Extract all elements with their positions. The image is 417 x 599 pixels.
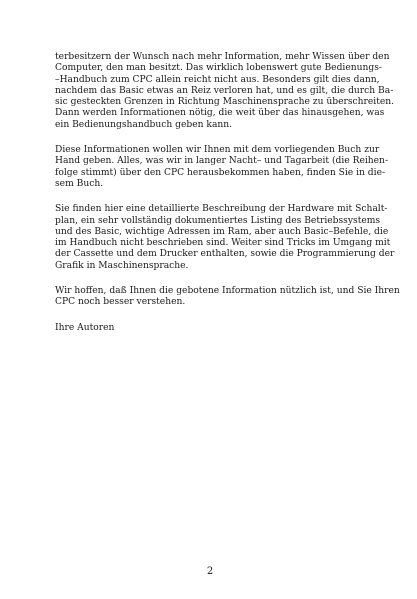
paragraph-contents [55, 204, 395, 272]
paragraph-purpose [55, 145, 389, 190]
text-line: Sie finden hier eine detaillierte Beschreibung der Hardware mit Schalt- [55, 204, 388, 215]
text-line: sem Buch. [55, 178, 104, 189]
text-line: Computer, den man besitzt. Das wirklich lobenswert gute Bedienungs- [55, 63, 382, 74]
text-line: der Cassette und dem Drucker enthalten, sowie die Programmierung der [55, 249, 395, 260]
text-line: Wir hoffen, daß Ihnen die gebotene Information nützlich ist, und Sie Ihren [55, 286, 400, 297]
paragraph-closing [55, 286, 400, 309]
text-line: terbesitzern der Wunsch nach mehr Information, mehr Wissen über den [55, 52, 390, 62]
text-line: sic gesteckten Grenzen in Richtung Maschinensprache zu überschreiten. [55, 97, 395, 108]
text-line: Grafik in Maschinensprache. [55, 260, 189, 271]
text-line: plan, ein sehr vollständig dokumentiertes Listing des Betriebssystems [55, 215, 381, 226]
text-line: Diese Informationen wollen wir Ihnen mit dem vorliegenden Buch zur [55, 145, 380, 156]
text-line: folge stimmt) über den CPC herausbekommen haben, finden Sie in die- [55, 167, 386, 178]
text-line: CPC noch besser verstehen. [55, 297, 186, 308]
page-number: 2 [206, 566, 214, 577]
text-line: nachdem das Basic etwas an Reiz verloren hat, und es gilt, die durch Ba- [55, 85, 394, 96]
text-line: Hand geben. Alles, was wir in langer Nacht– und Tagarbeit (die Reihen- [55, 156, 389, 167]
body-text [55, 52, 400, 348]
signature [55, 323, 375, 334]
paragraph-motivation [55, 52, 395, 131]
text-line: ein Bedienungshandbuch geben kann. [55, 119, 233, 130]
text-line: im Handbuch nicht beschrieben sind. Weiter sind Tricks im Umgang mit [55, 238, 391, 249]
text-line: Dann werden Informationen nötig, die weit über das hinausgehen, was [55, 108, 385, 119]
text-line: Ihre Autoren [55, 322, 115, 333]
text-line: und des Basic, wichtige Adressen im Ram, aber auch Basic–Befehle, die [55, 226, 389, 237]
text-line: –Handbuch zum CPC allein reicht nicht aus. Besonders gilt dies dann, [55, 74, 380, 85]
